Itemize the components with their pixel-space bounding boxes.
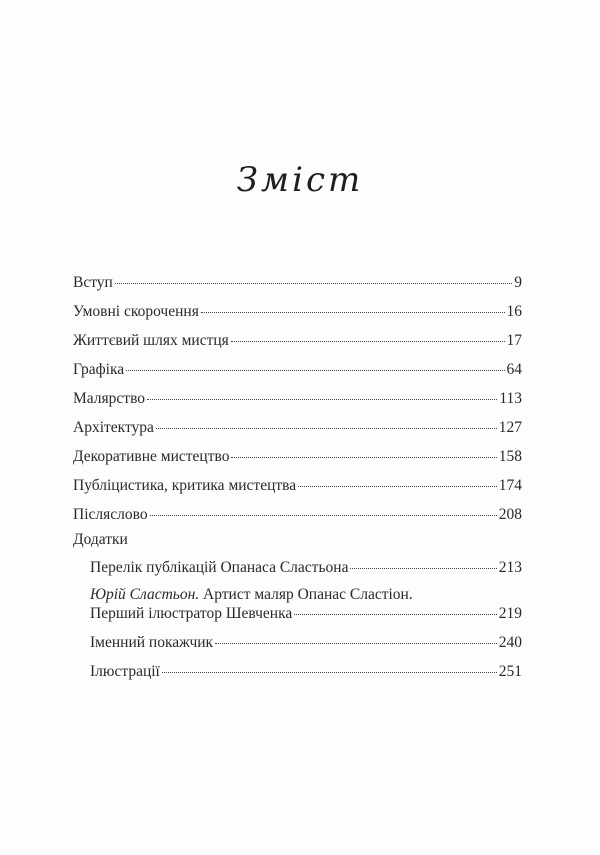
toc-entry-label: Вступ (73, 274, 113, 291)
dot-leader (231, 457, 496, 458)
toc-entry-label: Публіцистика, критика мистецтва (73, 477, 297, 494)
toc-entry[interactable] (73, 390, 522, 408)
dot-leader (298, 486, 497, 487)
toc-entry-page: 174 (498, 477, 522, 494)
toc-subentry-first-line[interactable] (73, 586, 413, 604)
toc-entry-author: Юрій Сластьон. (90, 586, 200, 603)
toc-entry-label: Іменний покажчик (90, 634, 214, 651)
toc-entry[interactable] (73, 332, 522, 350)
toc-entry-label: Перелік публікацій Опанаса Сластьона (90, 559, 349, 576)
toc-subentry[interactable] (73, 634, 522, 652)
toc-entry[interactable] (73, 303, 522, 321)
dot-leader (126, 370, 504, 371)
toc-entry-label: Малярство (73, 390, 146, 407)
toc-subentry[interactable] (73, 605, 522, 623)
dot-leader (156, 428, 497, 429)
toc-entry-label: Життєвий шлях мистця (73, 332, 229, 349)
toc-entry-page: 64 (506, 361, 522, 378)
toc-entry-page: 17 (506, 332, 522, 349)
dot-leader (231, 341, 505, 342)
toc-subentry[interactable] (73, 663, 522, 681)
toc-entry-page: 219 (498, 605, 522, 622)
toc-entry-page: 213 (498, 559, 522, 576)
toc-entry-label: Артист маляр Опанас Сластіон. (199, 586, 413, 603)
dot-leader (147, 399, 497, 400)
toc-entry-label: Умовні скорочення (73, 303, 199, 320)
toc-entry-label: Графіка (73, 361, 125, 378)
toc-entry[interactable] (73, 448, 522, 466)
toc-entry-page: 240 (498, 634, 522, 651)
toc-entry-label: Перший ілюстратор Шевченка (90, 605, 293, 622)
toc-entry[interactable] (73, 361, 522, 379)
page-title: Зміст (236, 160, 364, 200)
dot-leader (201, 312, 505, 313)
toc-entry-page: 208 (498, 506, 522, 523)
toc-subentry[interactable] (73, 559, 522, 577)
toc-entry-page: 127 (498, 419, 522, 436)
dot-leader (215, 643, 497, 644)
toc-entry-page: 16 (506, 303, 522, 320)
toc-entry-page: 9 (514, 274, 522, 291)
dot-leader (162, 672, 497, 673)
toc-entry-page: 158 (498, 448, 522, 465)
toc-entry-label: Архітектура (73, 419, 154, 436)
dot-leader (294, 614, 497, 615)
toc-entry[interactable] (73, 274, 522, 292)
dot-leader (115, 283, 512, 284)
toc-entry-page: 251 (498, 663, 522, 680)
appendix-heading: Додатки (73, 531, 128, 548)
dot-leader (350, 568, 496, 569)
toc-entry[interactable] (73, 477, 522, 495)
toc-entry[interactable] (73, 419, 522, 437)
dot-leader (150, 515, 497, 516)
toc-entry-label: Декоративне мистецтво (73, 448, 230, 465)
toc-entry[interactable] (73, 506, 522, 524)
toc-entry-label: Післяслово (73, 506, 148, 523)
toc-entry-label: Ілюстрації (90, 663, 160, 680)
toc-entry-page: 113 (499, 390, 522, 407)
